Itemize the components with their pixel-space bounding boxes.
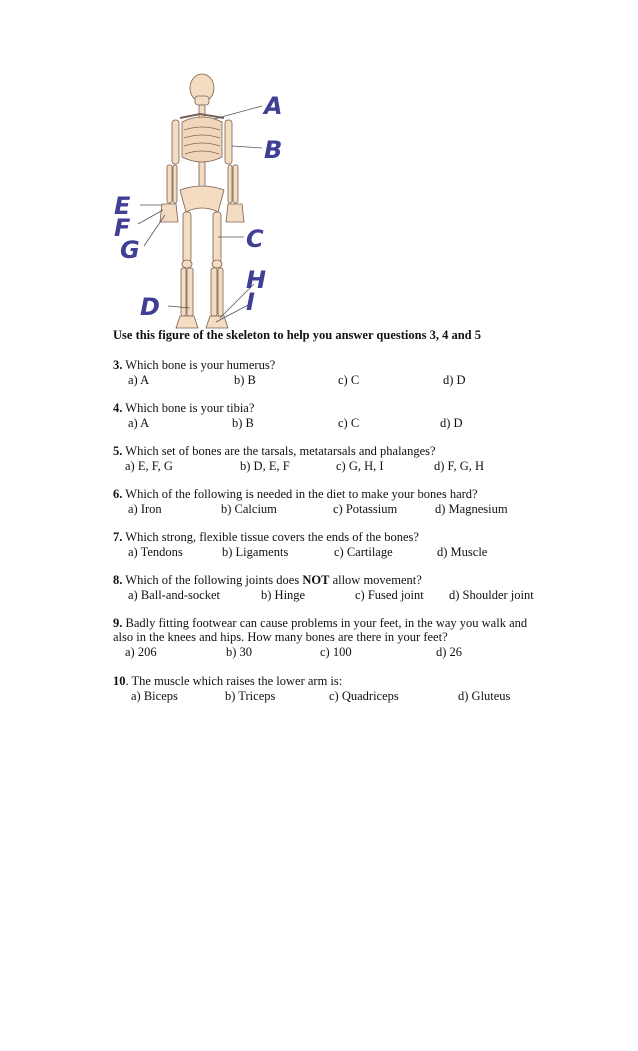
question-text: Which strong, flexible tissue covers the ends of the bones?: [122, 530, 419, 544]
option-b[interactable]: b) D, E, F: [240, 459, 290, 473]
option-d[interactable]: d) 26: [436, 645, 463, 659]
option-c[interactable]: c) Cartilage: [334, 545, 393, 559]
question-4: [113, 401, 543, 430]
option-d[interactable]: d) D: [443, 373, 466, 387]
option-a[interactable]: a) Ball-and-socket: [128, 588, 220, 602]
question-text: Which set of bones are the tarsals, metatarsals and phalanges?: [122, 444, 436, 458]
option-c[interactable]: c) Quadriceps: [329, 689, 399, 703]
option-d[interactable]: d) Muscle: [437, 545, 488, 559]
option-b[interactable]: b) Ligaments: [222, 545, 289, 559]
skeleton-diagram: [110, 72, 310, 332]
question-number: 4.: [113, 401, 123, 415]
label-c: C: [246, 225, 264, 253]
question-9: [113, 616, 543, 659]
option-b[interactable]: b) Calcium: [221, 502, 277, 516]
option-b[interactable]: b) Triceps: [225, 689, 276, 703]
question-number: 10: [113, 674, 126, 688]
option-b[interactable]: b) 30: [226, 645, 253, 659]
option-d[interactable]: d) F, G, H: [434, 459, 485, 473]
question-text: . The muscle which raises the lower arm is:: [125, 674, 343, 688]
option-c[interactable]: c) C: [338, 373, 360, 387]
question-text: Which bone is your tibia?: [122, 401, 255, 415]
option-a[interactable]: a) 206: [125, 645, 157, 659]
option-d[interactable]: d) Shoulder joint: [449, 588, 534, 602]
option-a[interactable]: a) Tendons: [128, 545, 183, 559]
option-a[interactable]: a) A: [128, 373, 150, 387]
option-d[interactable]: d) D: [440, 416, 463, 430]
question-8: [113, 573, 543, 602]
question-number: 8.: [113, 573, 123, 587]
option-c[interactable]: c) C: [338, 416, 360, 430]
question-text-emphasis: NOT: [302, 573, 330, 587]
option-c[interactable]: c) Potassium: [333, 502, 398, 516]
question-number: 3.: [113, 358, 123, 372]
option-a[interactable]: a) Iron: [128, 502, 162, 516]
label-b: B: [264, 136, 283, 164]
option-c[interactable]: c) G, H, I: [336, 459, 384, 473]
question-number: 5.: [113, 444, 123, 458]
option-d[interactable]: d) Magnesium: [435, 502, 508, 516]
question-text: Which of the following is needed in the diet to make your bones hard?: [122, 487, 478, 501]
figure-caption: Use this figure of the skeleton to help you answer questions 3, 4 and 5: [113, 328, 481, 342]
question-number: 7.: [113, 530, 123, 544]
question-5: [113, 444, 543, 473]
label-i: I: [246, 288, 255, 316]
question-text: Badly fitting footwear can cause problems in your feet, in the way you walk and also in the knees and hips. How many bones are there in your feet?: [113, 616, 528, 644]
question-7: [113, 530, 543, 559]
option-a[interactable]: a) E, F, G: [125, 459, 173, 473]
option-b[interactable]: b) Hinge: [261, 588, 306, 602]
option-c[interactable]: c) 100: [320, 645, 352, 659]
option-c[interactable]: c) Fused joint: [355, 588, 424, 602]
option-b[interactable]: b) B: [232, 416, 254, 430]
label-h: H: [246, 266, 267, 294]
question-3: [113, 358, 543, 387]
label-a: A: [264, 92, 283, 120]
question-10: [113, 674, 543, 703]
label-e: E: [114, 192, 131, 220]
label-g: G: [120, 236, 140, 264]
question-text: Which bone is your humerus?: [122, 358, 276, 372]
label-d: D: [140, 293, 160, 321]
option-d[interactable]: d) Gluteus: [458, 689, 511, 703]
question-text-before: Which of the following joints does: [122, 573, 303, 587]
question-number: 9.: [113, 616, 123, 630]
label-f: F: [114, 214, 131, 242]
option-a[interactable]: a) Biceps: [131, 689, 178, 703]
question-6: [113, 487, 543, 516]
option-a[interactable]: a) A: [128, 416, 150, 430]
question-number: 6.: [113, 487, 123, 501]
skeleton-figure: [110, 72, 310, 332]
question-text-after: allow movement?: [329, 573, 422, 587]
option-b[interactable]: b) B: [234, 373, 256, 387]
